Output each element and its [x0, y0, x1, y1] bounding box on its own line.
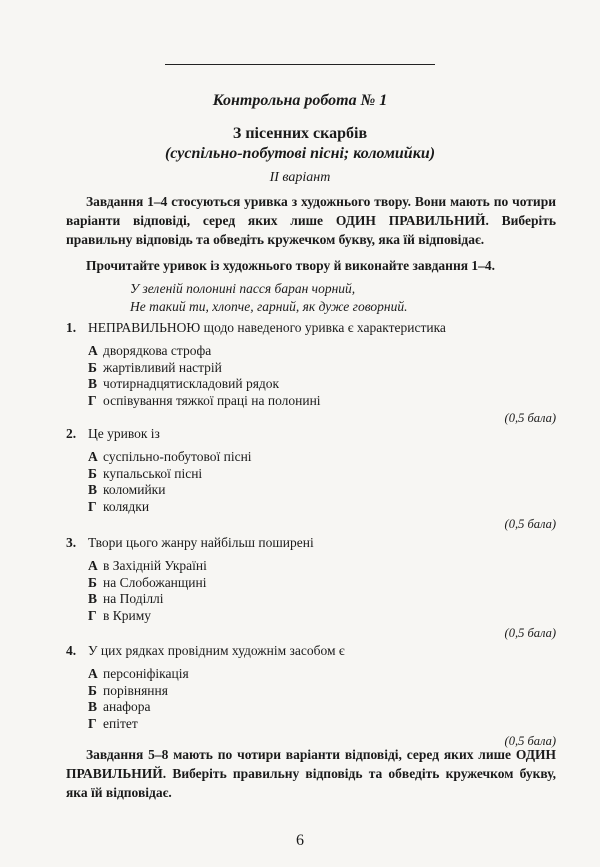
page-number: 6 — [296, 832, 304, 849]
option-letter: А — [88, 343, 98, 358]
answer-option-h[interactable] — [88, 499, 556, 516]
option-letter: Г — [88, 392, 97, 408]
option-letter: Г — [88, 607, 97, 623]
question-1 — [66, 318, 556, 426]
top-rule — [165, 64, 435, 65]
option-letter: Б — [88, 465, 97, 481]
option-text: порівняння — [103, 682, 168, 698]
option-text: оспівування тяжкої праці на полонині — [103, 392, 321, 408]
question-text: НЕПРАВИЛЬНОЮ щодо наведеного уривка є характеристика — [88, 320, 446, 335]
question-3 — [66, 533, 556, 641]
option-text: суспільно-побутової пісні — [103, 449, 252, 464]
question-text: Твори цього жанру найбільш поширені — [88, 535, 314, 550]
option-text: жартівливий настрій — [103, 359, 222, 375]
variant-label: ІІ варіант — [269, 170, 331, 185]
option-letter: Б — [88, 574, 97, 590]
poem-line: Не такий ти, хлопче, гарний, як дуже говорний. — [130, 299, 408, 314]
question-number: 2. — [66, 426, 77, 441]
option-text: персоніфікація — [103, 666, 189, 681]
option-letter: В — [88, 376, 98, 391]
answer-option-b[interactable] — [88, 466, 556, 483]
option-text: в Західній Україні — [103, 558, 207, 573]
option-letter: В — [88, 699, 98, 714]
option-text: коломийки — [103, 482, 166, 497]
option-letter: А — [88, 449, 98, 464]
option-letter: Г — [88, 715, 97, 731]
answer-option-v[interactable] — [88, 591, 556, 608]
instruction-5-8: Завдання 5–8 мають по чотири варіанти відповіді, серед яких лише ОДИН ПРАВИЛЬНИЙ. Виберіть правильну відповідь та обведіть кружечком букву, яка їй відповідає. — [66, 747, 556, 800]
page-title: Контрольна робота № 1 — [212, 92, 388, 109]
answer-option-b[interactable] — [88, 360, 556, 377]
score-label: (0,5 бала) — [504, 517, 556, 531]
option-text: купальської пісні — [103, 465, 203, 481]
answer-option-a[interactable] — [88, 449, 556, 466]
option-letter: В — [88, 591, 98, 606]
option-letter: В — [88, 482, 98, 497]
option-text: колядки — [103, 498, 150, 514]
question-number: 3. — [66, 535, 77, 550]
question-number: 1. — [66, 320, 77, 335]
answer-option-v[interactable] — [88, 482, 556, 499]
question-text: У цих рядках провідним художнім засобом є — [88, 643, 345, 658]
option-text: анафора — [103, 699, 151, 714]
answer-option-h[interactable] — [88, 716, 556, 733]
option-letter: Г — [88, 498, 97, 514]
answer-option-a[interactable] — [88, 558, 556, 575]
option-letter: А — [88, 666, 98, 681]
read-instruction: Прочитайте уривок із художнього твору й виконайте завдання 1–4. — [86, 258, 496, 273]
score-label: (0,5 бала) — [504, 734, 556, 748]
answer-option-b[interactable] — [88, 683, 556, 700]
option-text: на Поділлі — [103, 591, 164, 606]
option-text: дворядкова строфа — [103, 343, 212, 358]
option-text: на Слобожанщині — [103, 574, 207, 590]
answer-option-a[interactable] — [88, 343, 556, 360]
option-text: епітет — [103, 715, 138, 731]
option-letter: А — [88, 558, 98, 573]
option-letter: Б — [88, 359, 97, 375]
score-label: (0,5 бала) — [504, 411, 556, 425]
answer-option-v[interactable] — [88, 699, 556, 716]
section-subtitle: (суспільно-побутові пісні; коломийки) — [164, 145, 436, 162]
instruction-1-4: Завдання 1–4 стосуються уривка з художнього твору. Вони мають по чотири варіанти відповіді, серед яких лише ОДИН ПРАВИЛЬНИЙ. Виберіть правильну відповідь та обведіть кружечком букву, яка їй відповідає. — [66, 194, 556, 247]
poem-line: У зеленій полонині пасся баран чорний, — [130, 281, 356, 296]
answer-option-a[interactable] — [88, 666, 556, 683]
answer-option-h[interactable] — [88, 608, 556, 625]
question-text: Це уривок із — [88, 426, 160, 441]
answer-option-b[interactable] — [88, 575, 556, 592]
question-2 — [66, 424, 556, 532]
option-text: в Криму — [103, 607, 152, 623]
section-title: З пісенних скарбів — [232, 125, 368, 142]
score-label: (0,5 бала) — [504, 626, 556, 640]
poem-excerpt — [130, 280, 407, 316]
answer-option-v[interactable] — [88, 376, 556, 393]
question-4 — [66, 641, 556, 749]
option-text: чотирнадцятискладовий рядок — [103, 376, 280, 391]
question-number: 4. — [66, 643, 77, 658]
option-letter: Б — [88, 682, 97, 698]
answer-option-h[interactable] — [88, 393, 556, 410]
